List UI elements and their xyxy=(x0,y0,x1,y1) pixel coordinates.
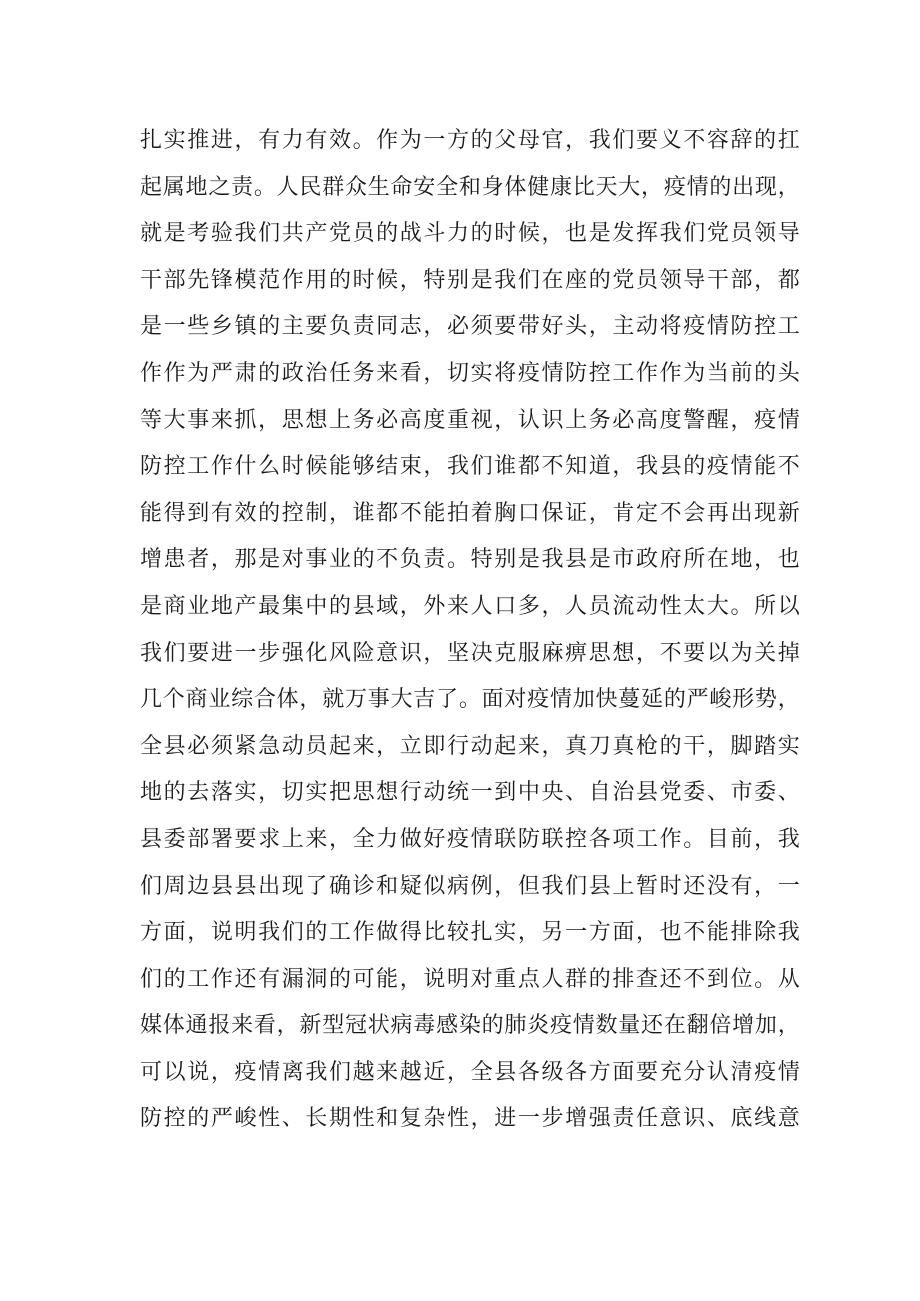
text-line: 扎实推进，有力有效。作为一方的父母官，我们要义不容辞的扛 xyxy=(140,128,800,153)
text-line: 地的去落实，切实把思想行动统一到中央、自治县党委、市委、 xyxy=(140,780,800,806)
text-line: 们周边县县出现了确诊和疑似病例，但我们县上暂时还没有，一 xyxy=(140,873,800,899)
text-line: 作作为严肃的政治任务来看，切实将疫情防控工作作为当前的头 xyxy=(140,360,800,386)
text-line: 能得到有效的控制，谁都不能拍着胸口保证，肯定不会再出现新 xyxy=(140,500,800,526)
text-line: 们的工作还有漏洞的可能，说明对重点人群的排查还不到位。从 xyxy=(140,966,800,992)
text-line: 防控的严峻性、长期性和复杂性，进一步增强责任意识、底线意 xyxy=(140,1106,800,1132)
text-line: 全县必须紧急动员起来，立即行动起来，真刀真枪的干，脚踏实 xyxy=(140,733,800,759)
text-line: 是一些乡镇的主要负责同志，必须要带好头，主动将疫情防控工 xyxy=(140,314,800,340)
text-line: 就是考验我们共产党员的战斗力的时候，也是发挥我们党员领导 xyxy=(140,221,800,247)
text-line: 起属地之责。人民群众生命安全和身体健康比天大，疫情的出现， xyxy=(140,174,800,200)
text-line: 等大事来抓，思想上务必高度重视，认识上务必高度警醒，疫情 xyxy=(140,407,800,433)
text-line: 几个商业综合体，就万事大吉了。面对疫情加快蔓延的严峻形势， xyxy=(140,687,800,713)
text-line: 防控工作什么时候能够结束，我们谁都不知道，我县的疫情能不 xyxy=(140,454,800,480)
text-line: 媒体通报来看，新型冠状病毒感染的肺炎疫情数量还在翻倍增加， xyxy=(140,1013,800,1039)
text-line: 我们要进一步强化风险意识，坚决克服麻痹思想，不要以为关掉 xyxy=(140,640,800,666)
body-text xyxy=(140,118,800,1143)
text-line: 干部先锋模范作用的时候，特别是我们在座的党员领导干部，都 xyxy=(140,267,800,293)
text-line: 方面，说明我们的工作做得比较扎实，另一方面，也不能排除我 xyxy=(140,920,800,946)
text-line: 县委部署要求上来，全力做好疫情联防联控各项工作。目前，我 xyxy=(140,826,800,852)
text-line: 可以说，疫情离我们越来越近，全县各级各方面要充分认清疫情 xyxy=(140,1059,800,1085)
text-line: 增患者，那是对事业的不负责。特别是我县是市政府所在地，也 xyxy=(140,547,800,573)
text-line: 是商业地产最集中的县域，外来人口多，人员流动性太大。所以 xyxy=(140,593,800,619)
